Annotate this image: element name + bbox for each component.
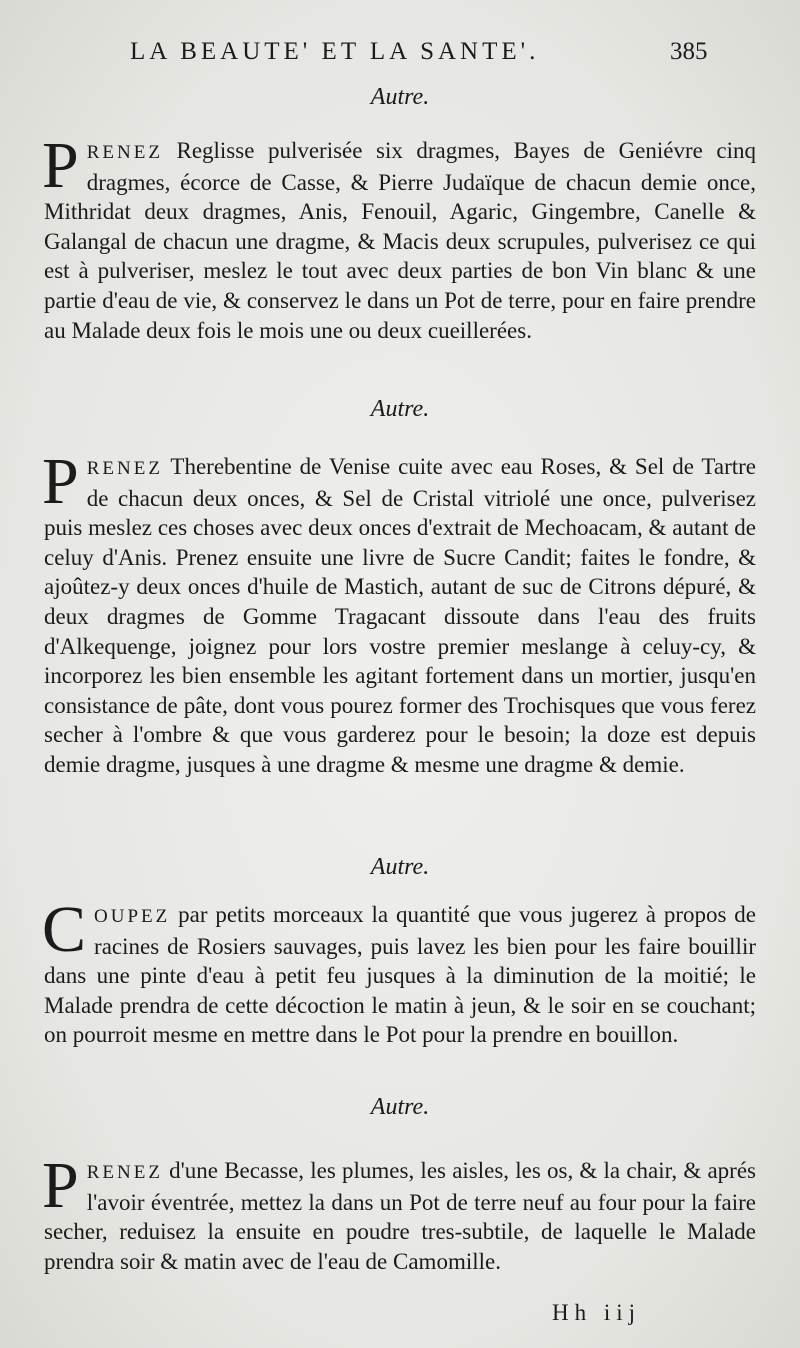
paragraph-text: par petits morceaux la quantité que vous jugerez à propos de racines de Rosiers sauvages, puis lavez les bien pour les faire bouillir dans une pinte d'eau à petit feu jusques à la diminution de la moitié; le Malade prendra de cette décoction le matin à jeun, & le soir en se couchant; on pourroit mesme en mettre dans le Pot pour la prendre en bouillon. [44, 902, 756, 1048]
page-number: 385 [670, 38, 708, 65]
lead-word: RENEZ [86, 1162, 163, 1183]
drop-cap: P [42, 129, 79, 202]
lead-word: RENEZ [86, 458, 163, 479]
section-heading: Autre. [370, 854, 430, 880]
recipe-paragraph [42, 129, 756, 345]
lead-word: RENEZ [86, 142, 163, 163]
recipe-paragraph [42, 445, 756, 780]
drop-cap: P [42, 1149, 79, 1222]
signature-mark: Hh iij [552, 1300, 642, 1325]
section-heading: Autre. [370, 84, 430, 110]
paragraph-text: d'une Becasse, les plumes, les aisles, les os, & la chair, & aprés l'avoir éventrée, mettez la dans un Pot de terre neuf au four pour la faire secher, reduisez la ensuite en poudre tres-subtile, de laquelle le Malade prendra soir & matin avec de l'eau de Camomille. [44, 1158, 756, 1274]
lead-word: OUPEZ [94, 906, 171, 927]
section-heading: Autre. [370, 396, 430, 422]
drop-cap: C [42, 893, 87, 966]
recipe-paragraph [42, 1149, 756, 1276]
paragraph-text: Therebentine de Venise cuite avec eau Roses, & Sel de Tartre de chacun deux onces, & Sel de Cristal vitriolé une once, pulverisez puis meslez ces choses avec deux onces d'extrait de Mechoacam, & autant de celuy d'Anis. Prenez ensuite une livre de Sucre Candit; faites le fondre, & ajoûtez-y deux onces d'huile de Mastich, autant de suc de Citrons dépuré, & deux dragmes de Gomme Tragacant dissoute dans l'eau des fruits d'Alkequenge, joignez pour lors vostre premier meslange à celuy-cy, & incorporez les bien ensemble les agitant fortement dans un mortier, jusqu'en consistance de pâte, dont vous pourez former des Trochisques que vous ferez secher à l'ombre & que vous garderez pour le besoin; la doze est depuis demie dragme, jusques à une dragme & mesme une dragme & demie. [44, 454, 756, 777]
running-title: LA BEAUTE' ET LA SANTE'. [130, 38, 540, 65]
paragraph-text: Reglisse pulverisée six dragmes, Bayes de Geniévre cinq dragmes, écorce de Casse, & Pierre Judaïque de chacun demie once, Mithridat deux dragmes, Anis, Fenouil, Agaric, Gingembre, Canelle & Galangal de chacun une dragme, & Macis deux scrupules, pulverisez ce qui est à pulveriser, meslez le tout avec deux parties de bon Vin blanc & une partie d'eau de vie, & conservez le dans un Pot de terre, pour en faire prendre au Malade deux fois le mois une ou deux cueillerées. [44, 138, 756, 343]
drop-cap: P [42, 445, 79, 518]
recipe-paragraph [42, 893, 756, 1050]
section-heading: Autre. [370, 1094, 430, 1120]
